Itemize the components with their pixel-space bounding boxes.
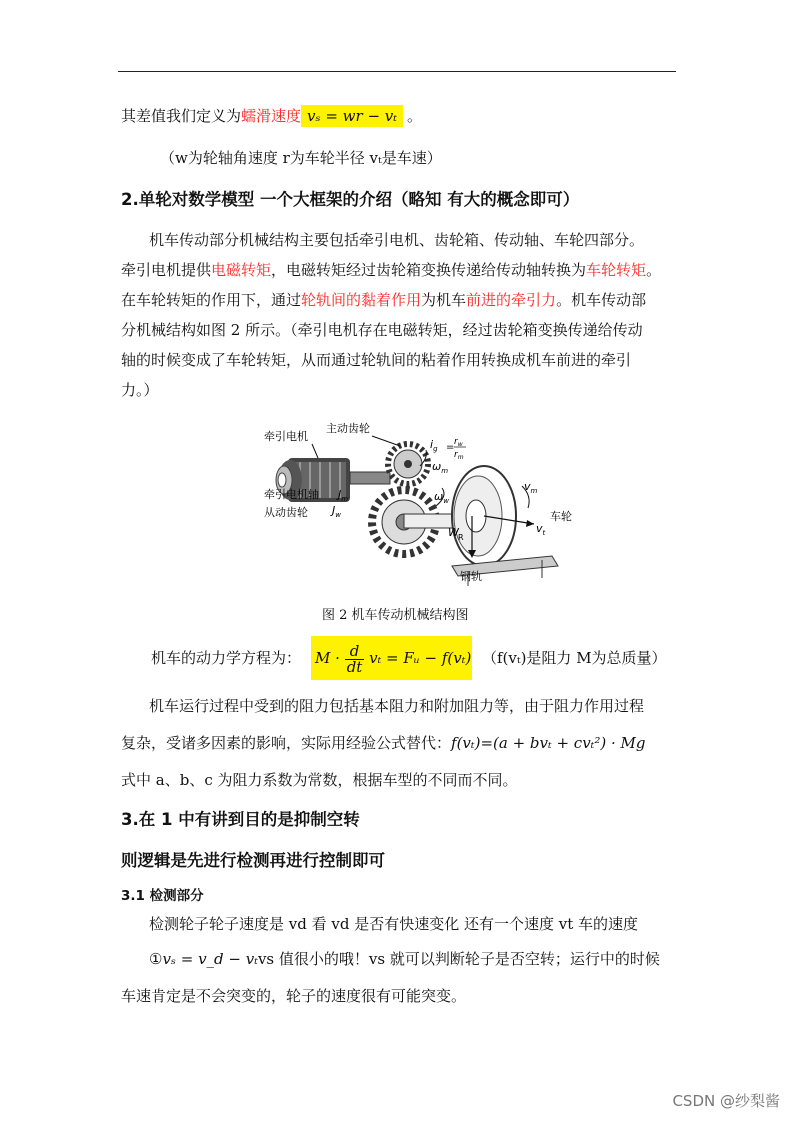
label-jw: $J_w$ — [332, 504, 341, 519]
para-l3e: 。机车传动部 — [556, 291, 647, 309]
para-line-3 — [121, 290, 646, 310]
resist-l2a: 复杂，受诸多因素的影响，实际用经验公式替代： — [121, 734, 452, 752]
para-line-4: 分机械结构如图 2 所示。（牵引电机存在电磁转矩，经过齿轮箱变换传递给传动 — [121, 321, 643, 339]
detect-l2b: vs 值很小的哦！vs 就可以判断轮子是否空转；运行中的时候 — [257, 950, 660, 968]
para-l2d-red: 车轮转矩 — [586, 261, 647, 279]
dyn-eq-m: M · — [315, 649, 340, 667]
slip-def-red: 蠕滑速度 — [241, 107, 302, 125]
label-omega-w: $\omega_w$ — [434, 490, 449, 505]
label-vm: $v_m$ — [524, 480, 538, 495]
para-line-1: 机车传动部分机械结构主要包括牵引电机、齿轮箱、传动轴、车轮四部分。 — [149, 231, 645, 249]
para-l3a: 在车轮转矩的作用下，通过 — [121, 291, 302, 309]
dyn-post: （f(vₜ)是阻力 M为总质量） — [482, 649, 667, 667]
para-l3d-red: 前进的牵引力 — [466, 291, 557, 309]
label-vt: $v_t$ — [536, 522, 546, 537]
dyn-eq-num: d — [345, 644, 365, 660]
label-wheel: 车轮 — [550, 510, 572, 523]
detect-line-2 — [149, 949, 660, 969]
dyn-eq-rest: vₜ = Fᵤ − f(vₜ) — [369, 649, 472, 667]
heading-detection: 3.1 检测部分 — [121, 888, 204, 904]
label-r: R — [458, 533, 464, 542]
dyn-pre: 机车的动力学方程为： — [151, 649, 302, 667]
dyn-eq-den: dt — [346, 657, 363, 676]
label-motor-shaft: 牵引电机轴 — [264, 488, 319, 501]
para-l2b-red: 电磁转矩 — [211, 261, 272, 279]
svg-text:=: = — [446, 442, 455, 453]
heading-model: 2.单轮对数学模型 一个大框架的介绍（略知 有大的概念即可） — [121, 190, 580, 209]
para-l2e: 。 — [646, 261, 662, 279]
top-rule — [118, 71, 676, 72]
label-ig: $i_g$ — [430, 438, 438, 453]
resist-line-3: 式中 a、b、c 为阻力系数为常数，根据车型的不同而不同。 — [121, 771, 518, 789]
label-rail: 钢轨 — [460, 570, 482, 583]
label-w: W — [448, 526, 459, 539]
label-omega-m: $\omega_m$ — [432, 460, 449, 475]
slip-def-post: 。 — [406, 107, 422, 125]
variable-note: （w为轮轴角速度 r为车轮半径 vₜ是车速） — [160, 149, 442, 167]
slip-equation: vₛ = wr − vₜ — [301, 105, 403, 127]
detect-l2a: ① — [149, 950, 163, 968]
para-line-2 — [121, 260, 661, 280]
label-jm: $J_m$ — [338, 488, 349, 503]
watermark: CSDN @纱梨酱 — [672, 1092, 780, 1110]
para-line-6: 力。） — [121, 381, 159, 399]
para-l2a: 牵引电机提供 — [121, 261, 212, 279]
detect-equation: vₛ = v_d − vₜ — [162, 950, 258, 968]
transmission-figure — [252, 416, 592, 590]
para-line-5: 轴的时候变成了车轮转矩，从而通过轮轨间的粘着作用转换成机车前进的牵引 — [121, 351, 632, 369]
label-driven-gear: 从动齿轮 — [264, 506, 308, 519]
detect-line-1: 检测轮子轮子速度是 vd 看 vd 是否有快速变化 还有一个速度 vt 车的速度 — [149, 915, 639, 933]
dynamics-equation — [315, 638, 471, 678]
para-l3c: 为机车 — [421, 291, 467, 309]
resist-line-2 — [121, 733, 646, 753]
slip-definition — [121, 106, 422, 126]
label-rm: $r_m$ — [454, 450, 464, 461]
label-rw: $r_w$ — [454, 437, 463, 448]
para-l2c: ，电磁转矩经过齿轮箱变换传递给传动轴转换为 — [271, 261, 587, 279]
heading-purpose: 3.在 1 中有讲到目的是抑制空转 — [121, 810, 360, 829]
heading-logic: 则逻辑是先进行检测再进行控制即可 — [121, 851, 385, 870]
resist-equation: f(vₜ)=(a + bvₜ + cvₜ²) · Mg — [451, 734, 646, 752]
para-l3b-red: 轮轨间的黏着作用 — [301, 291, 422, 309]
detect-line-3: 车速肯定是不会突变的，轮子的速度很有可能突变。 — [121, 987, 467, 1005]
dyn-eq-fraction — [345, 641, 365, 676]
label-drive-gear: 主动齿轮 — [326, 422, 370, 435]
slip-def-pre: 其差值我们定义为 — [121, 107, 242, 125]
resist-line-1: 机车运行过程中受到的阻力包括基本阻力和附加阻力等，由于阻力作用过程 — [149, 697, 645, 715]
label-motor: 牵引电机 — [264, 430, 308, 443]
figure-caption: 图 2 机车传动机械结构图 — [322, 608, 469, 623]
